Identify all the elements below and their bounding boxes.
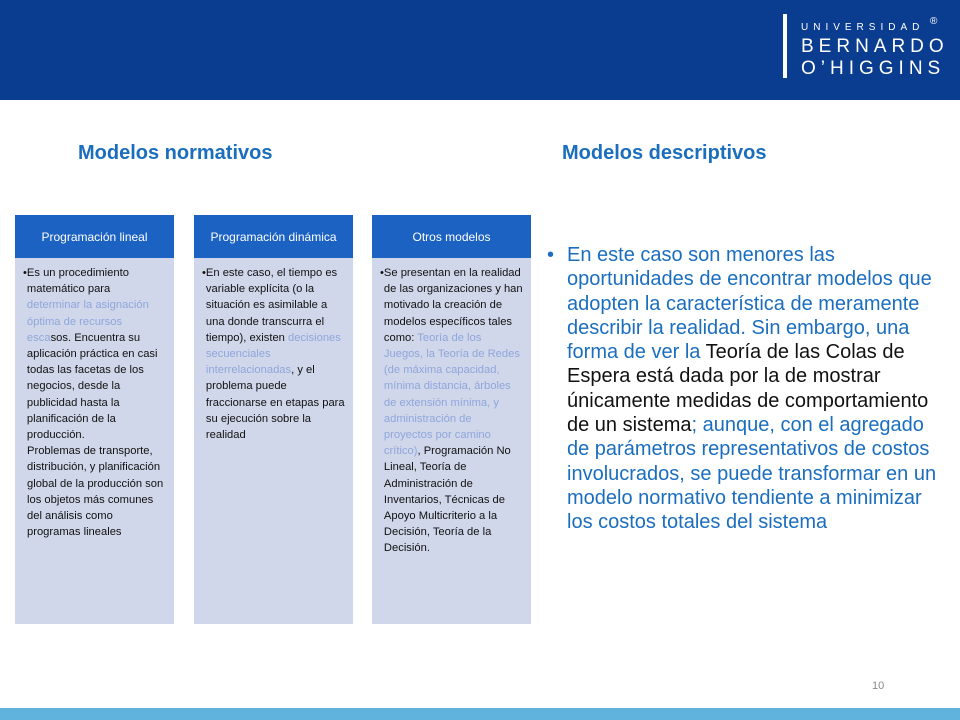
page-number: 10: [872, 680, 885, 692]
bullet: •: [23, 267, 27, 279]
card-body: [194, 258, 353, 443]
card-dynamic-programming: [194, 215, 353, 624]
highlighted-text: decisiones secuenciales interrelacionadas: [205, 331, 341, 377]
bullet-text: [206, 265, 345, 443]
text-segment: En este caso, el tiempo es variable explícita (o la situación es asimilable a una donde transcurra el tiempo), existen: [205, 267, 338, 344]
card-title: Programación lineal: [15, 215, 174, 258]
logo-line-universidad: UNIVERSIDAD: [801, 22, 925, 33]
text-segment: Se presentan en la realidad de las organizaciones y han motivado la creación de modelos específicos tales como:: [383, 267, 523, 344]
bullet-item: [380, 265, 523, 557]
footer-bar: [0, 708, 960, 720]
descriptive-models-text: [547, 243, 942, 535]
card-body: [15, 258, 174, 540]
bullet-item: [547, 243, 942, 535]
card-body: [372, 258, 531, 557]
text-segment: , y el problema puede fraccionarse en etapas para su ejecución sobre la realidad: [205, 364, 345, 442]
logo-vertical-line: [783, 14, 787, 78]
bullet-item: [23, 265, 166, 443]
header-bar: [0, 0, 960, 100]
card-title: Otros modelos: [372, 215, 531, 258]
bullet: •: [202, 267, 206, 279]
bullet: •: [547, 244, 555, 266]
text-segment: Es un procedimiento matemático para: [26, 267, 129, 296]
heading-descriptive-models: Modelos descriptivos: [562, 142, 767, 164]
text-segment: En este caso son menores las oportunidades de encontrar modelos que adopten la característica de meramente describir la realidad. Sin embargo, una forma de ver la: [567, 244, 932, 364]
text-segment: sos. Encuentra su aplicación práctica en casi todas las facetas de los negocios, desde la publicidad hasta la planificación de la producción.: [26, 331, 158, 442]
bullet-text: [27, 265, 166, 443]
bullet-item: [202, 265, 345, 443]
highlighted-text: determinar la asignación óptima de recursos esca: [26, 299, 149, 344]
registered-mark: ®: [930, 16, 938, 27]
bullet-text: [567, 243, 942, 535]
highlighted-text: Teoría de los Juegos, la Teoría de Redes (de máxima capacidad, mínima distancia, árboles de extensión mínima, y administración de proyectos por camino crítico): [383, 331, 520, 458]
card-linear-programming: [15, 215, 174, 624]
card-other-models: [372, 215, 531, 624]
emphasized-text: Teoría de las Colas de Espera está dada por la de mostrar únicamente medidas de comportamiento de un sistema: [567, 341, 929, 437]
logo-line-bernardo: BERNARDO: [801, 36, 949, 57]
paragraph: Problemas de transporte, distribución, y planificación global de la producción son los objetos más comunes del análisis como programas lineales: [27, 445, 164, 539]
logo-line-ohiggins: O’HIGGINS: [801, 58, 946, 79]
bullet-text: [384, 265, 523, 557]
text-segment: ; aunque, con el agregado de parámetros representativos de costos involucrados, se puede transformar en un modelo normativo tendiente a minimizar los costos totales del sistema: [567, 414, 937, 534]
heading-normative-models: Modelos normativos: [78, 142, 273, 164]
card-title: Programación dinámica: [194, 215, 353, 258]
bullet: •: [380, 267, 384, 279]
text-segment: , Programación No Lineal, Teoría de Administración de Inventarios, Técnicas de Apoyo Multicriterio a la Decisión, Teoría de la Decisión.: [383, 445, 511, 555]
